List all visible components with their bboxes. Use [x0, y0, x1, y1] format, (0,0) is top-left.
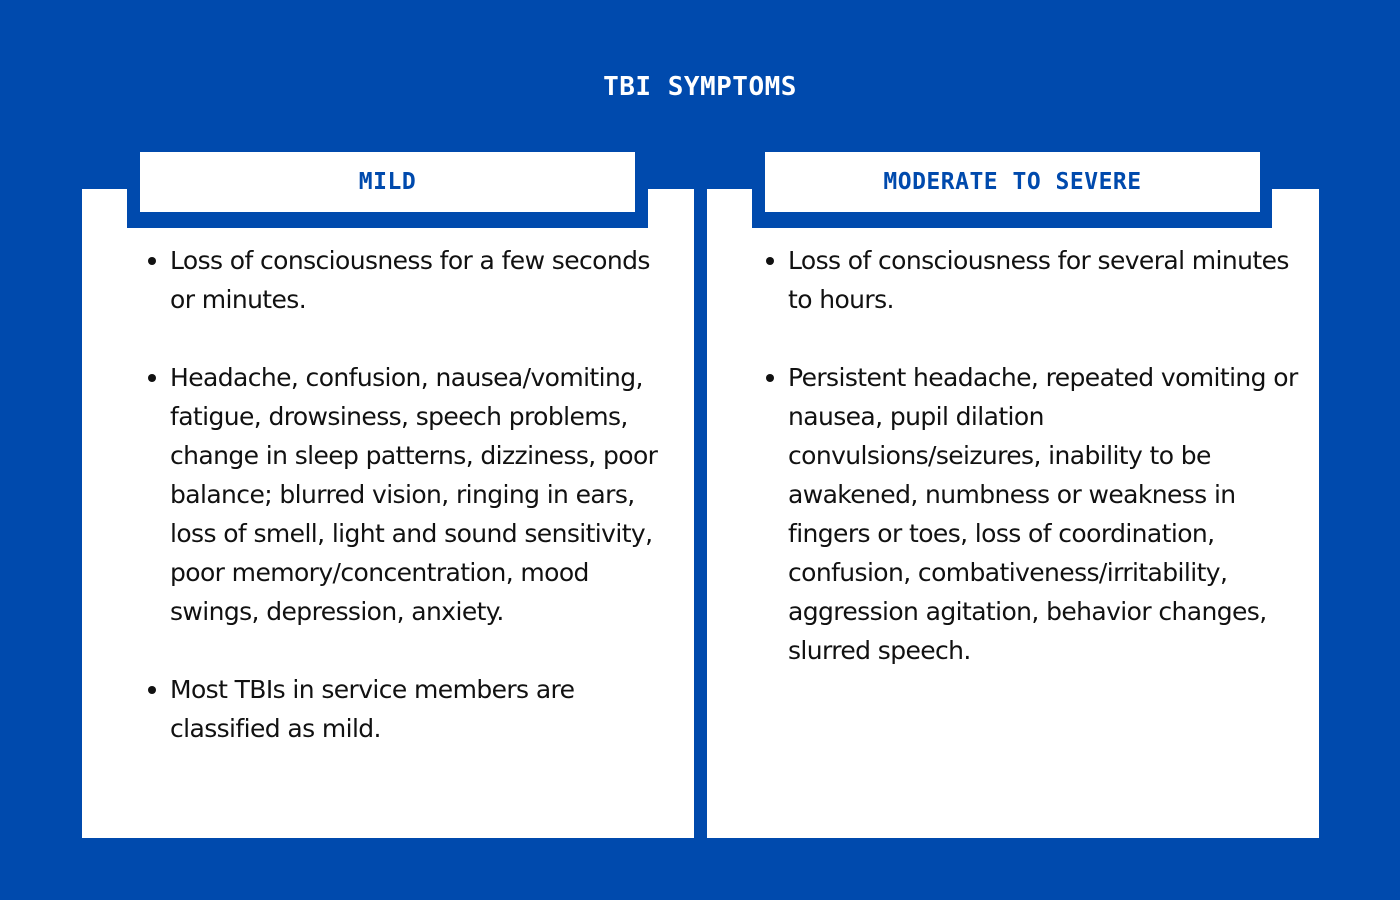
mild-heading: MILD [140, 152, 635, 212]
list-item: Most TBIs in service members are classified as mild. [170, 670, 680, 748]
moderate-severe-symptom-list [766, 241, 1298, 709]
list-item: Loss of consciousness for several minutes to hours. [788, 241, 1298, 319]
list-item: Loss of consciousness for a few seconds or minutes. [170, 241, 680, 319]
list-item: Persistent headache, repeated vomiting or nausea, pupil dilation convulsions/seizures, inability to be awakened, numbness or weakness in fingers or toes, loss of coordination, confusion, combativeness/irritability, aggression agitation, behavior changes, slurred speech. [788, 358, 1298, 670]
moderate-severe-heading: MODERATE TO SEVERE [765, 152, 1260, 212]
mild-symptom-list [148, 241, 680, 787]
list-item: Headache, confusion, nausea/vomiting, fatigue, drowsiness, speech problems, change in sleep patterns, dizziness, poor balance; blurred vision, ringing in ears, loss of smell, light and sound sensitivity, poor memory/concentration, mood swings, depression, anxiety. [170, 358, 680, 631]
page-title: TBI SYMPTOMS [603, 72, 797, 102]
